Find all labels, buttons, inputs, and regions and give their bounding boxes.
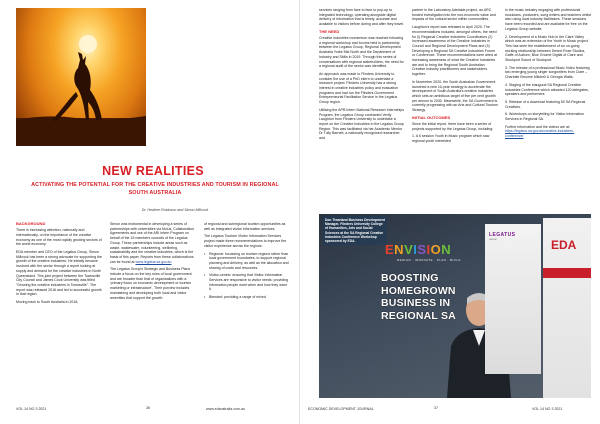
envision-tagline: DESIGN · INNOVATE · PLAN · BUILD (397, 258, 461, 262)
kangaroo-silhouette-icon (16, 8, 146, 146)
legatus-logo-text: LEGATUS (489, 232, 516, 238)
section-heading-the-need: THE NEED (319, 28, 340, 34)
eda-banner (543, 218, 591, 398)
paragraph: Creative Industries momentum was reached following a regional workshop and forums held in partnership between the Legatus Group, Regional Development Australia Yorke Mid North and the Department of Industry and Skills in 2019. Through this series of conversations with regional stakeholders, the need for a regional audit of the sector was identified. (319, 36, 404, 69)
left-page-number: 36 (146, 406, 150, 410)
headline-line: BUSINESS IN (381, 297, 451, 309)
paragraph: Moving back to South Australia in 2018, (16, 300, 79, 305)
list-item: • Regional: focussing on tourism regions rather than local government boundaries, to support regional planning and delivery, as well as the allocation and sharing of costs and resources. (204, 252, 290, 271)
article-title: NEW REALITIES (102, 164, 204, 178)
paragraph: in the music industry engaging with professional musicians, producers, song writers and teachers whilst also using local industry facilitators. These sessions have been recorded and are available for free on the Legatus Group website. (505, 8, 591, 31)
paragraph (110, 222, 196, 264)
paragraph: Since the initial report, there have been a series of projects supported by the Legatus Group, including: (412, 121, 494, 131)
numbered-item: 5. Release of a download featuring 50 SA Regional Creatives. (505, 99, 586, 109)
numbered-item: 6. Workshops on storytelling for Visitor Information Services in Regional SA. (505, 112, 585, 122)
left-column-1 (16, 222, 102, 308)
conference-link[interactable]: https://legatus.sa.gov.au/creative-industries-conference/ (505, 129, 575, 139)
paragraph: of regional and subregional tourism opportunities as well as integrated visitor information services. (204, 222, 286, 231)
section-heading-initial-outcomes: INITIAL OUTCOMES (412, 114, 451, 120)
numbered-item: 4. Staging of the inaugural SA Regional Creative Industries Conference which attracted 120 delegates, speakers and performers. (505, 82, 589, 97)
list-item: • Blended: providing a range of mixed (204, 295, 290, 300)
paragraph (505, 125, 591, 139)
headline-line: BOOSTING (381, 272, 439, 284)
kangaroo-sunset-photo (16, 8, 146, 146)
paragraph: In November 2020, the South Australian Government launched a new 10-year strategy to accelerate the development of South Australia's creative industries which sets an ambitious target of five per cent growth per annum to 2030. Meanwhile, the SA Government is currently progressing with an Arts and Cultural Tourism Strategy. (412, 79, 498, 113)
paragraph-text: Further information and the videos are at: (505, 124, 571, 129)
section-heading-background: BACKGROUND (16, 221, 46, 226)
paragraph: The Legatus Group's Strategic and Business Plans include a focus on the key roles of local government and are broader than that of organisations with a 'primary focus on economic development or tourism marketing or infrastructure'. Their purview includes maintaining and developing both local and visitor amenities that support the growth (110, 267, 192, 300)
right-column-2 (412, 8, 498, 147)
headline-line: HOMEGROWN (381, 284, 456, 297)
paragraph: The Legatus Tourism Visitor Information Services project made three recommendations to improve the visitor experience across the regions: (204, 234, 287, 248)
right-column-1 (319, 8, 405, 144)
list-item: • Visitor-centric: ensuring that Visitor Information Services are responsive to visitor needs: providing information people want when and how they want it. (204, 273, 290, 292)
left-footer-volume: VOL 14 NO 3 2021 (16, 407, 47, 411)
eda-logo-text: EDA (551, 238, 577, 252)
paragraph: partner in the Laboratory Adelaide project, an ARC funded investigation into the non-economic value and impacts of the cultural sector within communities. (412, 8, 496, 22)
paragraph: services ranging from face to face to pop-up to integrated technology, operating alongside digital delivery of information that is timely, accurate and available to visitors before during and after they travel. (319, 8, 405, 27)
left-column-2 (110, 222, 196, 303)
legatus-website-link[interactable]: www.legatus.sa.gov.au (135, 259, 172, 264)
right-footer-volume: VOL 14 NO 3 2021 (532, 407, 563, 411)
paragraph: EDA member and CEO of the Legatus Group, Simon Millcock has been a strong advocate for supporting the growth of the creative industries. He initially became involved with the sector through a report looking at supply and demand for the creative industries in North Queensland. This joint project between the Townsville City Council and James Cook University was titled "Growing the creative industries in Townsville". The report was released 2016 and led to successful growth in that region. (16, 250, 102, 297)
envision-logo: ENVISION (385, 242, 452, 257)
legatus-logo-sub: GROUP (489, 239, 498, 241)
left-footer-url[interactable]: www.edaustralia.com.au (206, 407, 245, 411)
article-byline: Dr. Heather Robinson and Simon Millcock (141, 208, 209, 212)
headline-line: REGIONAL SA (381, 309, 456, 322)
eda-banner-stripe (543, 268, 591, 278)
left-column-3 (204, 222, 290, 303)
paragraph: Laughton's report was released in April 2020. The recommendations included, amongst others, the need for (i) Regional Creative Industries Coordinators (2) Increased awareness of the Creative Industries in Council and Regional Development Plans and (3) Developing a Regional SA Creative Industries Forum or Conference. These recommendations were aired at increasing awareness of what the Creative Industries are and to bring the Regional South Australian Creative Industry practitioners and stakeholders together. (412, 25, 497, 77)
paragraph-text: Simon was instrumental in developing a series of partnerships with universities via MoUs, Collaboration Agreements and use of the ARI Intern Program on behalf of the 15 members councils of the Legatus Group. These partnerships include areas such as waste, wastewater, volunteering, wellbeing, sustainability and the creative industries, which is the basis of this paper. Reports from these collaborations can be found at (110, 222, 195, 264)
article-subtitle: ACTIVATING THE POTENTIAL FOR THE CREATIVE INDUSTRIES AND TOURISM IN REGIONAL SOUTH AUSTRALIA (31, 182, 279, 196)
paragraph: There is increasing attention, nationally and internationally, on the importance of the creative economy as one of the most rapidly growing sectors of the world economy. (16, 228, 102, 247)
paragraph: Utilising the APR.Intern National Research Internships Program, the Legatus Group contracted Verity Laughton from Flinders University to undertake a report on the Creative Industries in the Legatus Group Region. This was facilitated via her Academic Mentor Dr Tully Barnett, a nationally recognised researcher and (319, 107, 404, 141)
numbered-item: 3. The release of a professional Music Video featuring two emerging young singer songwriters from Clare – Charlotte Broome Mitchell & Georgia Watts. (505, 65, 590, 80)
right-page-number: 37 (434, 406, 438, 410)
right-column-3 (505, 8, 591, 142)
recommendation-list (204, 252, 290, 300)
legatus-banner (485, 224, 541, 374)
photo-caption: Don Tiwariand Business Development Manager, Flinders University College of Humanities, Arts and Social Sciences at the SA Regional Creative Industries Conference Workshop sponsored by EDA. (323, 216, 387, 245)
numbered-item: 1. A 6 session Youth in Music program which saw regional youth interested (412, 134, 490, 144)
paragraph: An approach was made to Flinders University to consider the use of a PhD intern to undertake a research project. Flinders University has a strong interest in creative industries policy and evaluation programs and had run the Flinders Government Entrepreneurial Facilitation Service in the Legatus Group region. (319, 71, 399, 105)
conference-photo (319, 214, 591, 398)
numbered-item: 2. Development of a Music Hub in the Clare Valley which was an extension of the Youth in Music project. This has seen the establishment of an on-going working relationship between Desert Rose Studios, Gaffe of Auburn, Blue Gnome Digital of Clare and Stockport Sound of Stockport. (505, 34, 589, 63)
right-footer-publication: ECONOMIC DEVELOPMENT JOURNAL (308, 407, 374, 411)
